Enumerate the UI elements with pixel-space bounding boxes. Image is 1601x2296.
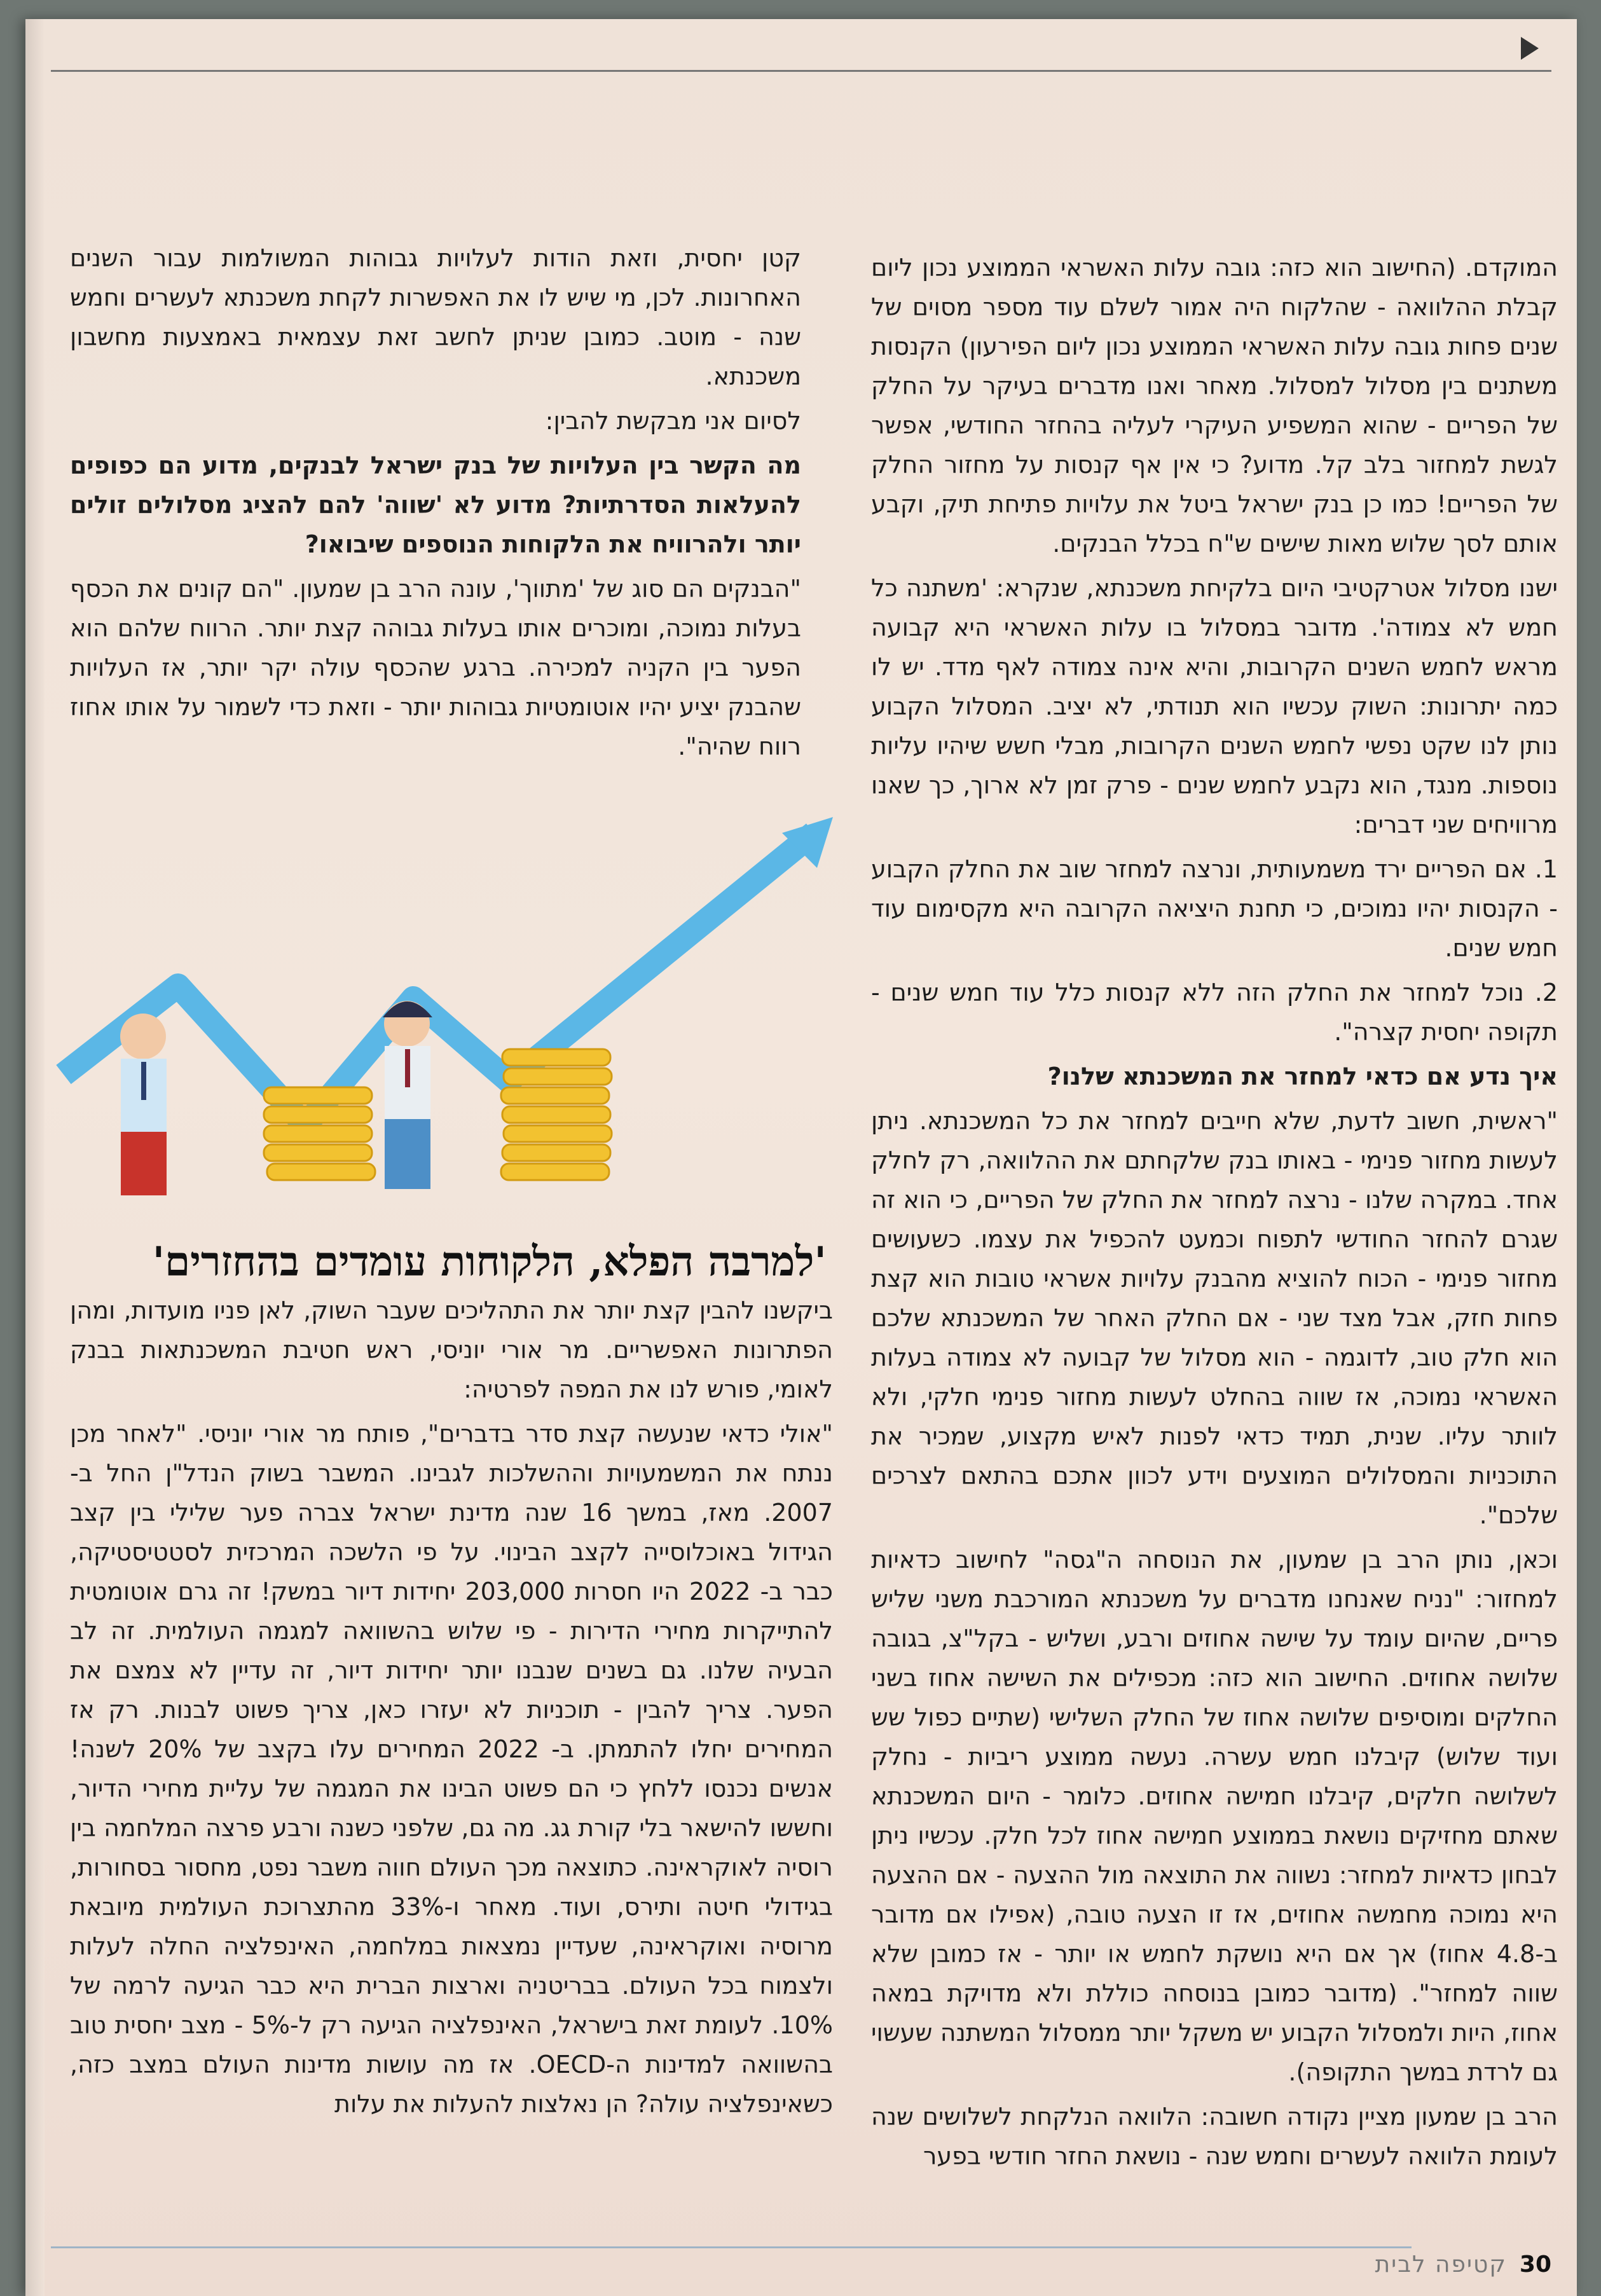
footer-divider: [51, 2246, 1412, 2248]
list-item: 2. נוכל למחזר את החלק הזה ללא קנסות כלל עוד חמש שנים - תקופה יחסית קצרה".: [871, 979, 1558, 1046]
subheading: איך נדע אם כדאי למחזר את המשכנתא שלנו?: [1047, 1062, 1558, 1090]
paragraph: הרב בן שמעון מציין נקודה חשובה: הלוואה הנלקחת לשלושים שנה לעומת הלוואה לעשרים וחמש שנה - נושאת החזר חודשי בפער: [871, 2103, 1558, 2170]
paragraph: ביקשנו להבין קצת יותר את התהליכים שעבר השוק, לאן פניו מועדות, ומהן הפתרונות האפשריים. מר אורי יוניסי, ראש חטיבת המשכנתאות בבנק לאומי, פורש לנו את המפה לפרטיה:: [70, 1296, 833, 1403]
paragraph: "ראשית, חשוב לדעת, שלא חייבים למחזר את כל המשכנתא. ניתן לעשות מחזור פנימי - באותו בנק שלקחתם את ההלוואה, רק לחלק אחד. במקרה שלנו - נרצה למחזר את החלק של הפריים, כי הוא זה שגרם להחזר החודשי לתפוח וכמעט להכפיל את עצמו. כשעושים מחזור פנימי - הכוח להוציא מהבנק עלויות אשראי טובות הוא קצת פחות חזק, אבל מצד שני - אם החלק האחר של המשכנתא שלכם הוא חלק טוב, לדוגמה - הוא מסלול של קבועה לא צמודה בעלות האשראי נמוכה, אז שווה בהחלט לעשות מחזור פנימי חלקי, ולא לוותר עליו. שנית, תמיד כדאי לפנות לאיש מקצוע, שמכיר את התוכניות והמסלולים המוצעים וידע לכוון אתכם בהתאם לצרכים שלכם".: [871, 1107, 1558, 1529]
paragraph: "הבנקים הם סוג של 'מתווך', עונה הרב בן שמעון. "הם קונים את הכסף בעלות נמוכה, ומוכרים אותו בעלות גבוהה קצת יותר. הרווח שלהם הוא הפער בין הקניה למכירה. ברגע שהכסף עולה יקר יותר, אז העלויות שהבנק יציע יהיו אוטומטיות גבוהות יותר - וזאת כדי לשמור על אותו אחוז רווח שהיה".: [70, 575, 801, 760]
magazine-page: [25, 19, 1577, 2296]
left-top-article-column: [70, 238, 801, 771]
paragraph: קטן יחסית, וזאת הודות לעלויות גבוהות המשולמות עבור השנים האחרונות. לכן, מי שיש לו את האפשרות לקחת משכנתא לעשרים וחמש שנה - מוטב. כמובן שניתן לחשב זאת עצמאית באמצעות מחשבון משכנתא.: [70, 244, 801, 390]
paragraph: "אולי כדאי שנעשה קצת סדר בדברים", פותח מר אורי יוניסי. "לאחר מכן ננתח את המשמעויות וההשלכות לגבינו. המשבר בשוק הנדל"ן החל ב- 2007. מאז, במשך 16 שנה מדינת ישראל צברה פער שלילי בין קצב הגידול באוכלוסייה לקצב הבינוי. על פי הלשכה המרכזית לסטטיסטיקה, כבר ב- 2022 היו חסרות 203,000 יחידות דיור במשק! זה גרם אוטומטית להתייקרות מחירי הדירות - פי שלוש בהשוואה למגמה העולמית. זה לב הבעיה שלנו. גם בשנים שנבנו יותר יחידות דיור, זה עדיין לא צמצם את הפער. צריך להבין - תוכניות לא יעזרו כאן, צריך פשוט לבנות. רק אז המחירים יחלו להתמתן. ב- 2022 המחירים עלו בקצב של 20% לשנה! אנשים נכנסו ללחץ כי הם פשוט הבינו את המגמה של עליית מחירי הדיור, וחששו להישאר בלי קורת גג. מה גם, שלפני כשנה ורבע פרצה המלחמה בין רוסיה לאוקראינה. כתוצאה מכך העולם חווה משבר נפט, מחסור בסחורות, בגידולי חיטה ותירס, ועוד. מאחר ו-33% מהתצרוכת העולמית מיובאת מרוסיה ואוקראינה, שעדיין נמצאות במלחמה, האינפלציה החלה לעלות ולצמוח בכל העולם. בבריטניה וארצות הברית היא כבר הגיעה לרמה של 10%. לעומת זאת בישראל, האינפלציה הגיעה רק ל-5% - מצב יחסית טוב בהשוואה למדינות ה-OECD. אז מה עושות מדינות העולם במצב כזה, כשאינפלציה עולה? הן נאלצות להעלות את עלות: [70, 1420, 834, 2118]
section-title: 'למרבה הפלא, הלקוחות עומדים בהחזרים': [152, 1238, 827, 1286]
right-article-column: [871, 248, 1558, 2181]
page-number: 30: [1519, 2251, 1551, 2278]
rising-arrow-illustration-icon: [51, 808, 846, 1214]
page-footer: [1375, 2245, 1551, 2283]
list-item: 1. אם הפריים ירד משמעותית, ונרצה למחזר שוב את החלק הקבוע - הקנסות יהיו נמוכים, כי תחנת היציאה הקרובה היא מקסימום עוד חמש שנים.: [871, 855, 1558, 962]
left-bottom-article-column: [70, 1291, 833, 2129]
paragraph: וכאן, נותן הרב בן שמעון, את הנוסחה ה"גסה" לחישוב כדאיות למחזור: "נניח שאנחנו מדברים על משכנתא המורכבת משני שליש פריים, שהיום עומד על שישה אחוזים ורבע, ושליש - בקל"צ, בגובה שלושה אחוזים. החישוב הוא כזה: מכפילים את השישה אחוז בשני החלקים ומוסיפים שלושה אחוז של החלק השלישי (שתיים כפול שש ועוד שלוש) קיבלנו חמש עשרה. נעשה ממוצע ריביות - נחלק לשלושה חלקים, קיבלנו חמישה אחוזים. כלומר - היום המשכנתא שאתם מחזיקים נושאת בממוצע חמישה אחוז לכל חלק. עכשיו ניתן לבחון כדאיות למחזר: נשווה את התוצאה מול ההצעה - אם ההצעה היא נמוכה מחמשה אחוזים, אז זו הצעה טובה, (אפילו אם מדובר ב-4.8 אחוז) אך אם היא נושקת לחמש או יותר - אז כמובן שלא שווה למחזר". (מדובר כמובן בנוסחה כוללת ולא מדויקת במאה אחוז, היות ולמסלול הקבוע יש משקל יותר ממסלול המשתנה שעשוי גם לרדת במשך התקופה).: [871, 1546, 1558, 2086]
paragraph: לסיום אני מבקשת להבין:: [545, 407, 801, 435]
paragraph: המוקדם. (החישוב הוא כזה: גובה עלות האשראי הממוצע נכון ליום קבלת ההלוואה - שהלקוח היה אמור לשלם עוד מספר מסוים של שנים פחות גובה עלות האשראי הממוצע נכון ליום הפירעון) הקנסות משתנים בין מסלול למסלול. מאחר ואנו מדברים בעיקר על החלק של הפריים - שהוא המשפיע העיקרי לעליה בהחזר החודשי, אפשר לגשת למחזור בלב קל. מדוע? כי אין אף קנסות על מחזור החלק של הפריים! כמו כן בנק ישראל ביטל את עלויות פתיחת תיק, וקבע אותם לסך שלוש מאות שישים ש"ח בכלל הבנקים.: [871, 254, 1558, 558]
next-page-arrow-icon: [1521, 37, 1539, 60]
top-divider: [51, 70, 1551, 72]
question-bold: מה הקשר בין העלויות של בנק ישראל לבנקים, מדוע הם כפופים להעלאות הסדרתיות? מדוע לא 'שווה' להם להציג מסלולים זולים יותר ולהרוויח את הלקוחות הנוספים שיבואו?: [70, 451, 801, 558]
paragraph: ישנו מסלול אטרקטיבי היום בלקיחת משכנתא, שנקרא: 'משתנה כל חמש לא צמודה'. מדובר במסלול בו עלות האשראי היא קבועה מראש לחמש השנים הקרובות, והיא אינה צמודה לאף מדד. יש לו כמה יתרונות: השוק עכשיו הוא תנודתי, לא יציב. המסלול הקבוע נותן לנו שקט נפשי לחמש השנים הקרובות, מבלי חשש שיהיו עליות נוספות. מנגד, הוא נקבע לחמש שנים - פרק זמן לא ארוך, כך שאנו מרוויחים שני דברים:: [871, 574, 1558, 839]
page-binding: [25, 19, 45, 2296]
magazine-name: קטיפה לבית: [1375, 2251, 1507, 2278]
